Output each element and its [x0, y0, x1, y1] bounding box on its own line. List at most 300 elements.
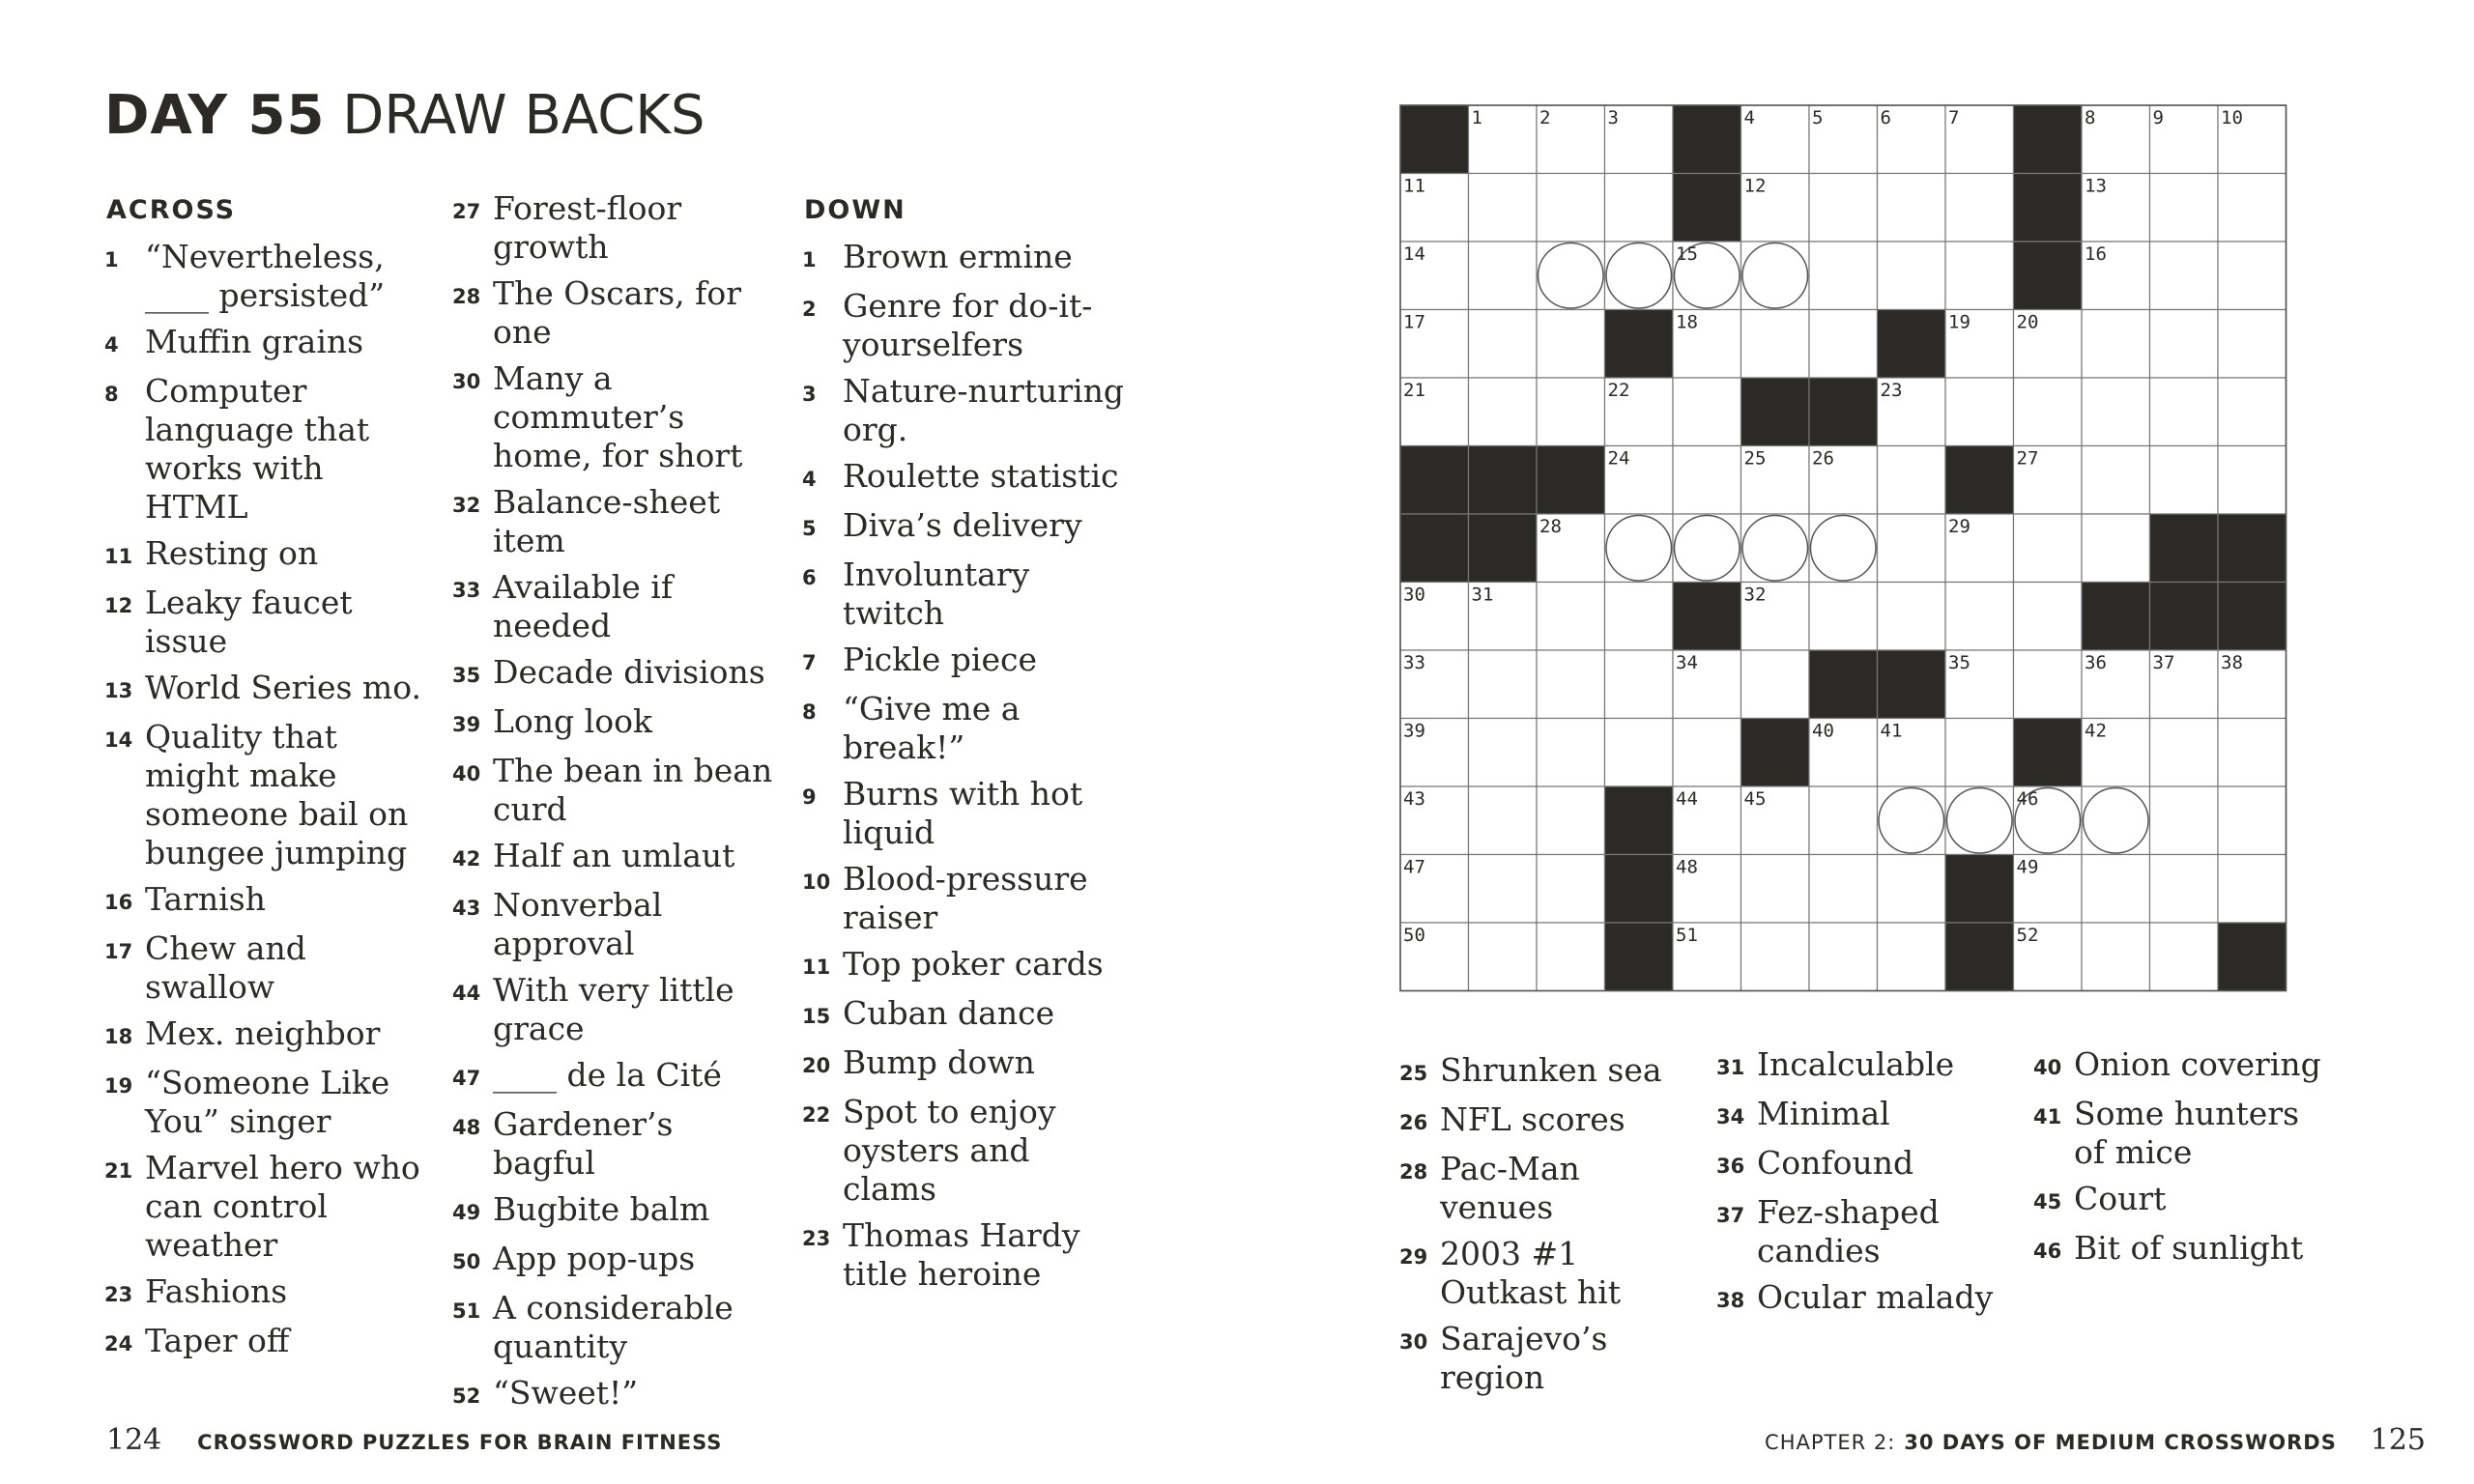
clue-number: 32 — [452, 494, 481, 517]
grid-cell[interactable] — [2150, 923, 2219, 991]
clue-item — [452, 1240, 781, 1281]
grid-cell[interactable] — [2150, 855, 2219, 924]
puzzle-day: DAY 55 — [104, 84, 326, 147]
grid-cell[interactable] — [1878, 786, 1946, 855]
clue-text: World Series mo. — [145, 669, 421, 706]
clue-number: 39 — [452, 713, 481, 736]
clue-text: “Give me a break!” — [843, 690, 1021, 766]
grid-cell[interactable] — [2014, 583, 2083, 651]
grid-cell[interactable] — [2218, 719, 2287, 787]
grid-cell[interactable] — [1469, 378, 1538, 446]
clue-item — [104, 534, 423, 576]
grid-cell[interactable] — [1741, 514, 1810, 583]
clue-text: Available if needed — [493, 568, 674, 644]
grid-cell[interactable] — [1878, 446, 1946, 515]
clue-text: Marvel hero who can control weather — [145, 1149, 420, 1264]
clue-item — [452, 886, 781, 963]
grid-cell[interactable] — [1741, 242, 1810, 310]
grid-number: 15 — [1676, 243, 1698, 265]
clue-text: “Nevertheless, ____ persisted” — [145, 238, 386, 314]
grid-cell[interactable] — [2082, 786, 2150, 855]
grid-number: 52 — [2016, 925, 2039, 946]
grid-cell[interactable] — [1537, 923, 1605, 991]
clue-text: With very little grace — [493, 971, 734, 1047]
clue-number: 14 — [104, 728, 133, 752]
grid-cell[interactable] — [2014, 650, 2083, 719]
grid-cell[interactable] — [1469, 174, 1538, 243]
grid-cell[interactable] — [1741, 310, 1810, 379]
clue-number: 37 — [1716, 1204, 1745, 1227]
grid-cell[interactable] — [2082, 923, 2150, 991]
clue-item — [1716, 1193, 2006, 1270]
grid-block — [1673, 105, 1741, 174]
grid-cell[interactable] — [1537, 242, 1605, 310]
clue-text: Long look — [493, 702, 652, 740]
grid-cell[interactable] — [1809, 310, 1878, 379]
clue-text: Confound — [1757, 1144, 1914, 1182]
clue-item — [104, 584, 423, 661]
clue-number: 8 — [104, 383, 119, 406]
grid-number: 51 — [1676, 925, 1698, 946]
grid-cell[interactable] — [2014, 514, 2083, 583]
clue-text: Incalculable — [1757, 1045, 1955, 1083]
clue-item — [1716, 1045, 2006, 1087]
clue-text: Fashions — [145, 1272, 288, 1310]
clue-item — [2033, 1095, 2323, 1172]
grid-cell[interactable] — [2150, 786, 2219, 855]
grid-number: 19 — [1948, 311, 1971, 333]
clue-number: 43 — [452, 897, 481, 920]
grid-block — [2218, 923, 2287, 991]
grid-cell[interactable] — [2082, 855, 2150, 924]
grid-number: 10 — [2221, 107, 2243, 128]
grid-number: 16 — [2085, 243, 2107, 265]
clue-item — [104, 1272, 423, 1314]
grid-cell[interactable] — [1605, 583, 1674, 651]
clue-number: 46 — [2033, 1240, 2062, 1263]
grid-cell[interactable] — [1469, 855, 1538, 924]
grid-cell[interactable] — [1809, 514, 1878, 583]
grid-number: 1 — [1471, 107, 1482, 128]
clue-number: 44 — [452, 982, 481, 1005]
clue-item — [104, 1014, 423, 1056]
grid-block — [1537, 446, 1605, 515]
grid-cell[interactable] — [1605, 242, 1674, 310]
clue-item — [452, 971, 781, 1048]
clue-number: 4 — [104, 333, 119, 357]
grid-number: 36 — [2085, 652, 2107, 673]
grid-cell[interactable] — [1809, 923, 1878, 991]
clue-number: 5 — [802, 517, 817, 540]
grid-cell[interactable] — [1605, 650, 1674, 719]
clue-number: 48 — [452, 1116, 481, 1139]
chapter-name: 30 DAYS OF MEDIUM CROSSWORDS — [1904, 1431, 2337, 1454]
across-clues-column-1 — [104, 238, 423, 1371]
clue-number: 24 — [104, 1332, 133, 1356]
grid-cell[interactable] — [1945, 719, 2014, 787]
grid-cell[interactable] — [1469, 650, 1538, 719]
grid-cell[interactable] — [1878, 583, 1946, 651]
book-title: CROSSWORD PUZZLES FOR BRAIN FITNESS — [197, 1431, 723, 1454]
clue-number: 13 — [104, 679, 133, 702]
clue-number: 30 — [452, 370, 481, 393]
grid-block — [2082, 583, 2150, 651]
clue-text: Blood-pressure raiser — [843, 860, 1088, 936]
crossword-grid[interactable] — [1399, 104, 2288, 993]
grid-block — [1741, 719, 1810, 787]
clue-number: 7 — [802, 651, 817, 674]
clue-text: “Sweet!” — [493, 1374, 639, 1412]
down-heading: DOWN — [804, 195, 906, 225]
grid-cell[interactable] — [1469, 242, 1538, 310]
grid-number: 26 — [1812, 447, 1834, 470]
grid-cell[interactable] — [2218, 378, 2287, 446]
clue-item — [452, 1190, 781, 1232]
grid-cell[interactable] — [1605, 174, 1674, 243]
clue-item — [452, 483, 781, 560]
puzzle-name: DRAW BACKS — [342, 84, 705, 147]
grid-cell[interactable] — [1945, 242, 2014, 310]
grid-cell[interactable] — [1673, 719, 1741, 787]
clue-number: 33 — [452, 579, 481, 602]
clue-item — [802, 372, 1131, 449]
grid-cell[interactable] — [2218, 446, 2287, 515]
grid-cell[interactable] — [1673, 514, 1741, 583]
grid-number: 35 — [1948, 652, 1971, 673]
grid-cell[interactable] — [2082, 446, 2150, 515]
clue-text: Tarnish — [145, 880, 266, 918]
grid-cell[interactable] — [2014, 378, 2083, 446]
clue-text: Pac-Man venues — [1440, 1150, 1580, 1226]
clue-item — [802, 690, 1131, 767]
clue-text: Genre for do-it-yourselfers — [843, 287, 1093, 363]
grid-number: 42 — [2085, 720, 2107, 742]
grid-number: 9 — [2152, 107, 2164, 128]
grid-number: 48 — [1676, 856, 1698, 878]
grid-number: 20 — [2016, 311, 2039, 333]
grid-cell[interactable] — [1741, 923, 1810, 991]
clue-number: 17 — [104, 940, 133, 963]
clue-number: 49 — [452, 1201, 481, 1224]
grid-cell[interactable] — [1741, 855, 1810, 924]
grid-number: 4 — [1743, 107, 1755, 128]
grid-cell[interactable] — [1537, 174, 1605, 243]
grid-number: 39 — [1403, 720, 1425, 742]
grid-cell[interactable] — [1945, 786, 2014, 855]
down-clues-column-4 — [2033, 1045, 2323, 1278]
grid-cell[interactable] — [1537, 855, 1605, 924]
grid-cell[interactable] — [2150, 378, 2219, 446]
clue-item — [1716, 1144, 2006, 1185]
grid-number: 22 — [1607, 380, 1630, 401]
grid-number: 14 — [1403, 243, 1425, 265]
grid-number: 11 — [1403, 175, 1425, 197]
clue-number: 1 — [104, 248, 119, 271]
grid-number: 25 — [1743, 447, 1767, 470]
clue-text: Top poker cards — [843, 945, 1104, 983]
grid-cell[interactable] — [2218, 174, 2287, 243]
clue-item — [104, 718, 423, 872]
clue-item — [1716, 1278, 2006, 1320]
grid-cell[interactable] — [1809, 242, 1878, 310]
grid-block — [1945, 855, 2014, 924]
clue-number: 27 — [452, 200, 481, 223]
grid-number: 37 — [2152, 652, 2175, 673]
clue-item — [452, 702, 781, 744]
clue-text: Bit of sunlight — [2074, 1229, 2304, 1267]
grid-number: 29 — [1948, 516, 1971, 537]
grid-cell[interactable] — [1809, 786, 1878, 855]
clue-number: 15 — [802, 1005, 831, 1028]
grid-cell[interactable] — [1469, 310, 1538, 379]
grid-number: 7 — [1948, 107, 1960, 128]
clue-item — [104, 1064, 423, 1141]
clue-number: 16 — [104, 891, 133, 914]
grid-cell[interactable] — [2150, 310, 2219, 379]
grid-cell[interactable] — [1878, 923, 1946, 991]
clue-item — [452, 653, 781, 695]
grid-cell[interactable] — [2082, 378, 2150, 446]
clue-item — [452, 1056, 781, 1098]
clue-number: 28 — [1399, 1160, 1428, 1184]
clue-text: Ocular malady — [1757, 1278, 1994, 1316]
grid-number: 46 — [2016, 788, 2039, 810]
clue-text: Balance-sheet item — [493, 483, 721, 559]
clue-text: Onion covering — [2074, 1045, 2321, 1083]
clue-number: 23 — [104, 1283, 133, 1306]
clue-number: 11 — [104, 545, 133, 568]
grid-cell[interactable] — [2150, 174, 2219, 243]
grid-cell[interactable] — [1537, 378, 1605, 446]
grid-number: 32 — [1743, 584, 1767, 606]
grid-number: 17 — [1403, 311, 1425, 333]
grid-cell[interactable] — [1605, 514, 1674, 583]
clue-number: 36 — [1716, 1155, 1745, 1178]
clue-item — [1399, 1150, 1699, 1227]
grid-cell[interactable] — [2082, 514, 2150, 583]
clue-item — [452, 274, 781, 352]
grid-block — [1809, 650, 1878, 719]
clue-text: App pop-ups — [493, 1240, 696, 1277]
clue-text: Pickle piece — [843, 641, 1038, 678]
across-heading: ACROSS — [106, 195, 237, 225]
clue-number: 3 — [802, 383, 817, 406]
grid-block — [2218, 514, 2287, 583]
grid-cell[interactable] — [1537, 786, 1605, 855]
grid-number: 24 — [1607, 447, 1630, 470]
clue-item — [104, 929, 423, 1007]
grid-cell[interactable] — [2218, 786, 2287, 855]
clue-text: Mex. neighbor — [145, 1014, 381, 1052]
clue-number: 41 — [2033, 1105, 2062, 1128]
clue-item — [452, 752, 781, 829]
grid-cell[interactable] — [1469, 923, 1538, 991]
clue-item — [452, 1289, 781, 1366]
clue-item — [452, 1374, 781, 1415]
grid-cell[interactable] — [1537, 719, 1605, 787]
clue-text: Spot to enjoy oysters and clams — [843, 1093, 1056, 1208]
grid-number: 40 — [1812, 720, 1834, 742]
clue-text: Bugbite balm — [493, 1190, 710, 1228]
clue-number: 31 — [1716, 1056, 1745, 1079]
grid-number: 23 — [1880, 380, 1903, 401]
clue-text: “Someone Like You” singer — [145, 1064, 390, 1140]
clue-item — [802, 641, 1131, 682]
clue-item — [2033, 1180, 2323, 1221]
grid-block — [1945, 446, 2014, 515]
grid-cell[interactable] — [2082, 310, 2150, 379]
clue-item — [802, 775, 1131, 852]
grid-cell[interactable] — [2150, 446, 2219, 515]
grid-cell[interactable] — [1605, 719, 1674, 787]
grid-cell[interactable] — [1809, 583, 1878, 651]
grid-block — [1400, 514, 1469, 583]
clue-text: Computer language that works with HTML — [145, 372, 370, 526]
right-footer — [1765, 1423, 2426, 1457]
grid-block — [2014, 242, 2083, 310]
clue-text: Gardener’s bagful — [493, 1105, 674, 1182]
clue-item — [802, 457, 1131, 499]
grid-block — [1809, 378, 1878, 446]
clue-text: Brown ermine — [843, 238, 1073, 275]
grid-cell[interactable] — [1878, 855, 1946, 924]
grid-cell[interactable] — [1809, 174, 1878, 243]
grid-cell[interactable] — [2218, 310, 2287, 379]
clue-text: Many a commuter’s home, for short — [493, 359, 743, 474]
grid-number: 5 — [1812, 107, 1824, 128]
clue-text: Taper off — [145, 1322, 290, 1359]
clue-text: Some hunters of mice — [2074, 1095, 2300, 1171]
grid-block — [1945, 923, 2014, 991]
grid-number: 13 — [2085, 175, 2107, 197]
grid-number: 31 — [1471, 584, 1494, 606]
grid-cell[interactable] — [1537, 650, 1605, 719]
grid-cell[interactable] — [1945, 378, 2014, 446]
grid-number: 6 — [1880, 107, 1891, 128]
clue-number: 47 — [452, 1067, 481, 1090]
clue-number: 40 — [452, 762, 481, 785]
grid-block — [1605, 786, 1674, 855]
grid-block — [1400, 105, 1469, 174]
clue-item — [104, 323, 423, 364]
clue-text: Minimal — [1757, 1095, 1890, 1132]
clue-item — [1399, 1100, 1699, 1142]
clue-number: 26 — [1399, 1111, 1428, 1134]
grid-number: 2 — [1539, 107, 1551, 128]
grid-cell[interactable] — [1878, 514, 1946, 583]
clue-text: Shrunken sea — [1440, 1051, 1662, 1089]
clue-item — [802, 1093, 1131, 1209]
clue-item — [2033, 1045, 2323, 1087]
clue-item — [452, 568, 781, 645]
clue-item — [1399, 1235, 1699, 1312]
clue-number: 34 — [1716, 1105, 1745, 1128]
right-page-number: 125 — [2370, 1423, 2426, 1457]
grid-block — [1673, 174, 1741, 243]
clue-number: 18 — [104, 1025, 133, 1048]
grid-number: 30 — [1403, 584, 1425, 606]
grid-cell[interactable] — [1537, 310, 1605, 379]
clue-text: Involuntary twitch — [843, 556, 1030, 632]
grid-block — [1400, 446, 1469, 515]
grid-number: 27 — [2016, 447, 2039, 470]
clue-text: Forest-floor growth — [493, 189, 682, 266]
grid-number: 45 — [1743, 788, 1767, 810]
grid-cell[interactable] — [1945, 583, 2014, 651]
grid-cell[interactable] — [1878, 242, 1946, 310]
clue-item — [104, 669, 423, 710]
grid-cell[interactable] — [1809, 855, 1878, 924]
grid-cell[interactable] — [1537, 583, 1605, 651]
grid-number: 50 — [1403, 925, 1425, 946]
clue-text: Half an umlaut — [493, 837, 735, 874]
grid-block — [2014, 174, 2083, 243]
clue-number: 29 — [1399, 1245, 1428, 1269]
clue-text: Cuban dance — [843, 994, 1055, 1032]
grid-cell[interactable] — [1878, 174, 1946, 243]
grid-block — [2014, 105, 2083, 174]
grid-cell[interactable] — [1673, 378, 1741, 446]
clue-number: 1 — [802, 248, 817, 271]
clue-text: NFL scores — [1440, 1100, 1625, 1138]
grid-block — [2150, 583, 2219, 651]
grid-number: 47 — [1403, 856, 1425, 878]
clue-text: Muffin grains — [145, 323, 364, 360]
grid-cell[interactable] — [1469, 719, 1538, 787]
clue-item — [1716, 1095, 2006, 1136]
clue-item — [452, 359, 781, 475]
clue-text: Resting on — [145, 534, 319, 572]
grid-block — [1469, 514, 1538, 583]
grid-cell[interactable] — [2150, 719, 2219, 787]
clue-item — [802, 287, 1131, 364]
grid-cell[interactable] — [1945, 174, 2014, 243]
grid-cell[interactable] — [2218, 855, 2287, 924]
grid-cell[interactable] — [2150, 242, 2219, 310]
clue-number: 10 — [802, 870, 831, 894]
grid-block — [1469, 446, 1538, 515]
clue-text: Court — [2074, 1180, 2167, 1217]
clue-item — [104, 372, 423, 527]
clue-number: 35 — [452, 664, 481, 687]
down-clues-column-2 — [1399, 1051, 1699, 1405]
grid-block — [1605, 855, 1674, 924]
puzzle-title — [104, 84, 705, 147]
clue-text: Roulette statistic — [843, 457, 1119, 495]
grid-number: 41 — [1880, 720, 1903, 742]
clue-text: Diva’s delivery — [843, 506, 1082, 544]
grid-cell[interactable] — [2218, 242, 2287, 310]
grid-cell[interactable] — [1673, 446, 1741, 515]
clue-number: 50 — [452, 1250, 481, 1273]
grid-block — [1605, 923, 1674, 991]
grid-cell[interactable] — [1469, 786, 1538, 855]
clue-number: 52 — [452, 1384, 481, 1408]
clue-number: 40 — [2033, 1056, 2062, 1079]
grid-number: 28 — [1539, 516, 1562, 537]
grid-block — [1673, 583, 1741, 651]
clue-number: 45 — [2033, 1190, 2062, 1213]
clue-number: 20 — [802, 1054, 831, 1077]
grid-cell[interactable] — [1741, 650, 1810, 719]
clue-number: 25 — [1399, 1062, 1428, 1085]
clue-number: 19 — [104, 1074, 133, 1098]
clue-text: 2003 #1 Outkast hit — [1440, 1235, 1621, 1311]
clue-text: Nonverbal approval — [493, 886, 663, 962]
clue-item — [104, 880, 423, 922]
grid-number: 33 — [1403, 652, 1425, 673]
clue-item — [802, 1216, 1131, 1294]
